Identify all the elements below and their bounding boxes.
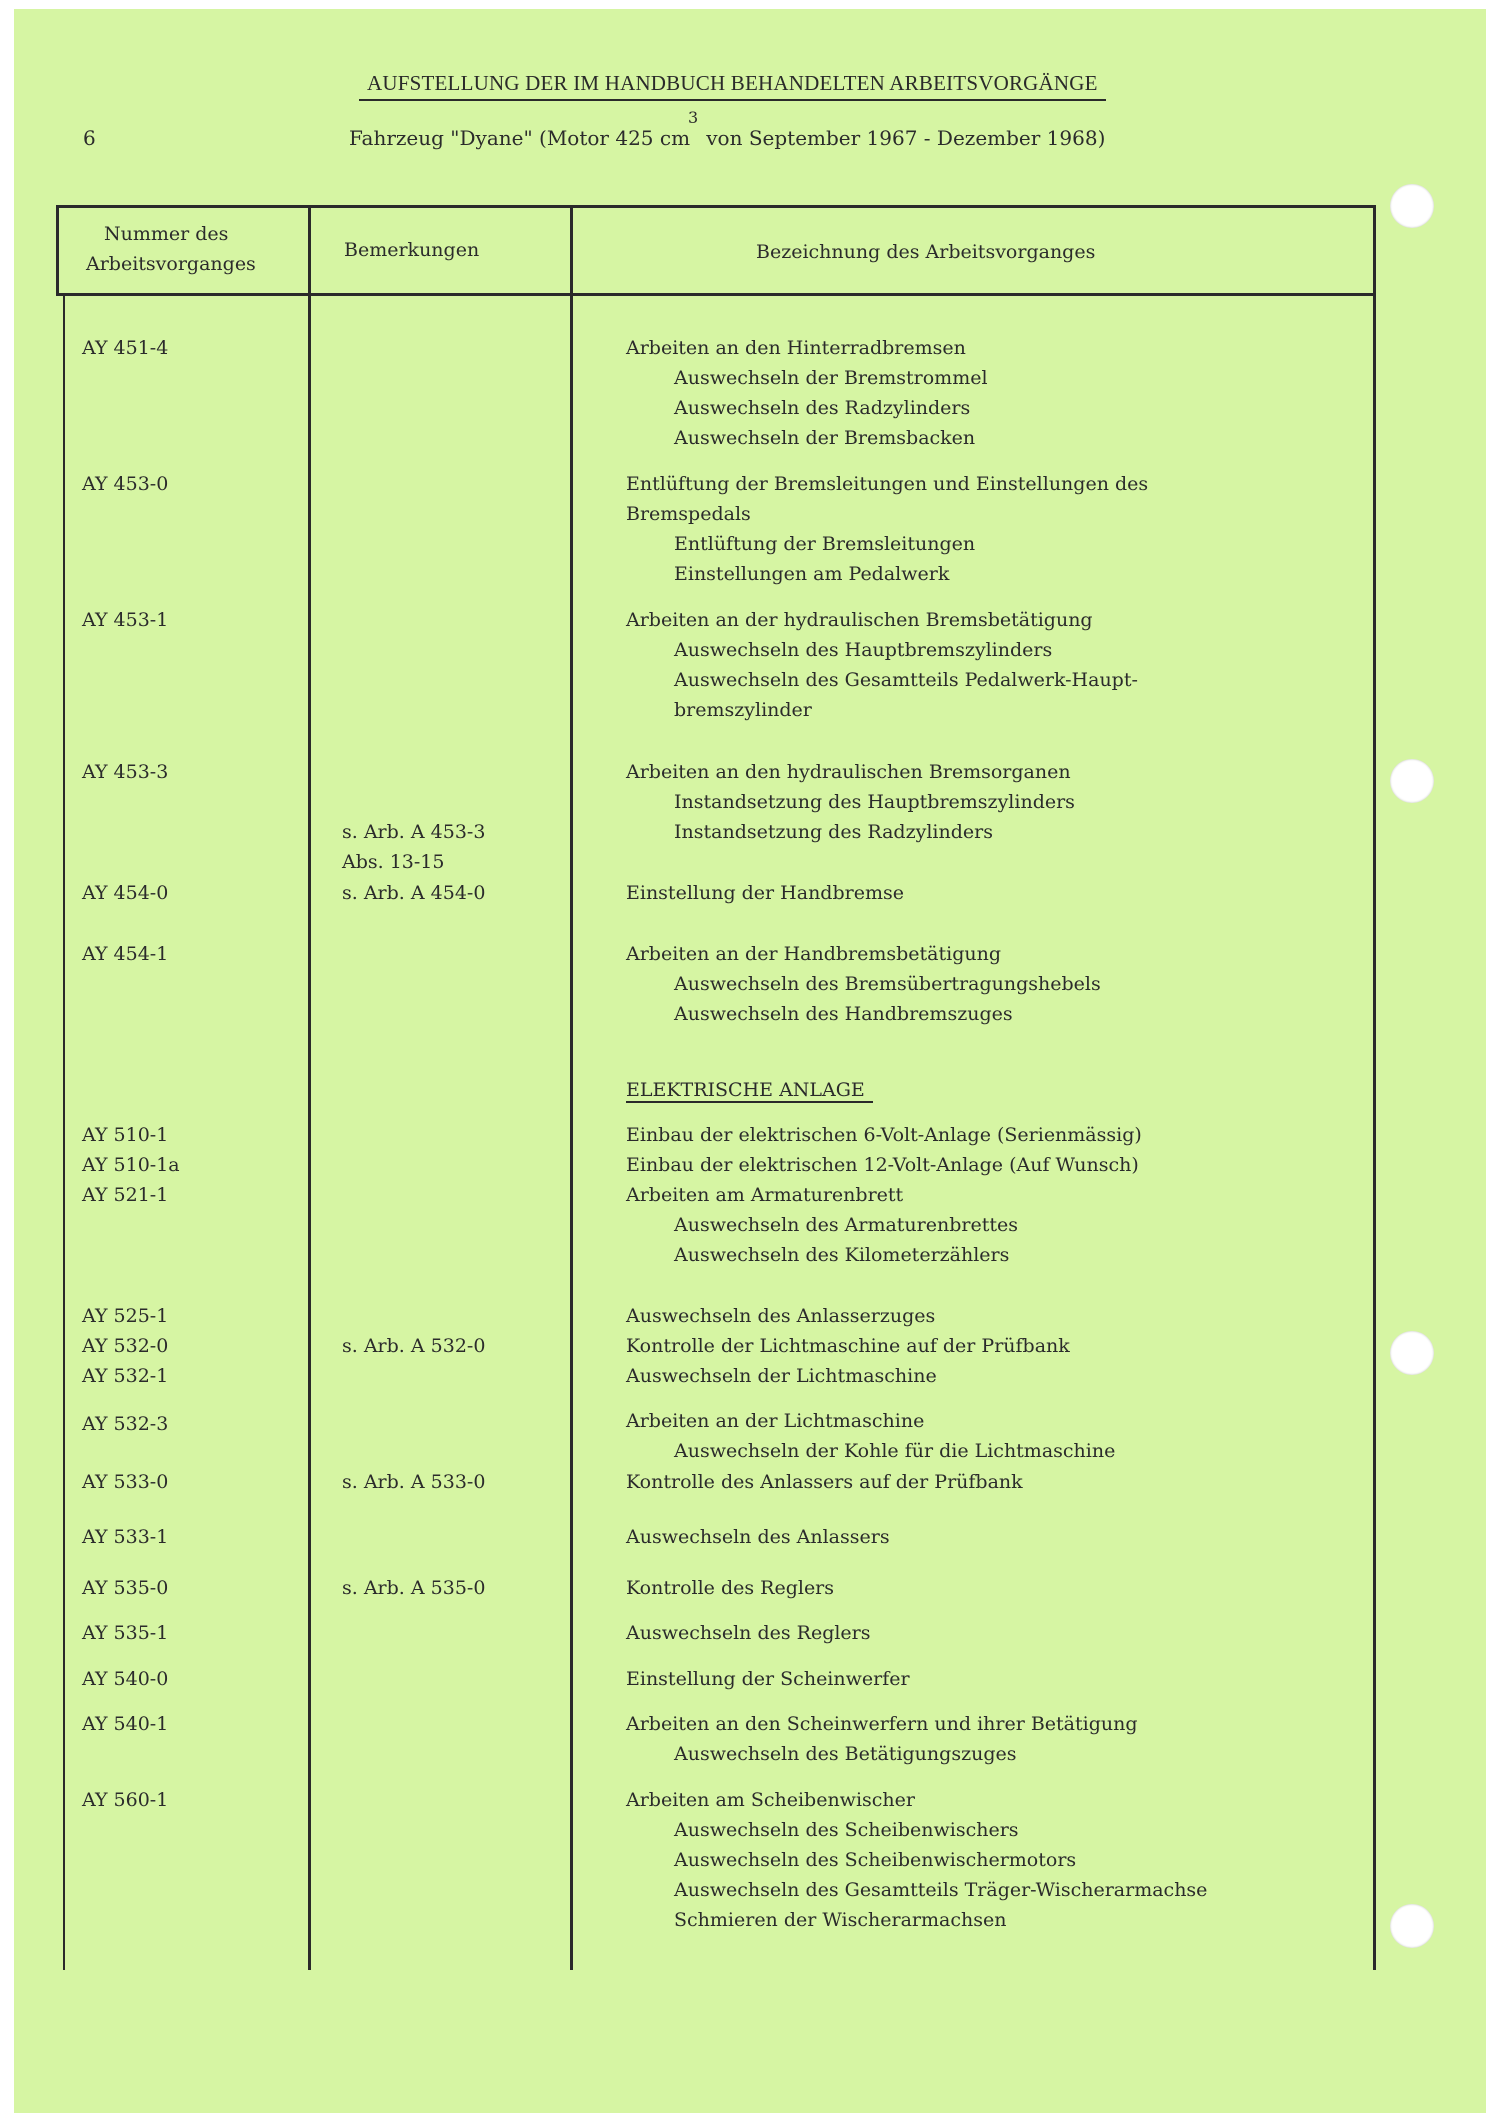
- table-left-border: [56, 205, 59, 295]
- punch-hole: [1390, 759, 1434, 803]
- description-line: Auswechseln der Bremsbacken: [674, 427, 976, 449]
- operation-number: AY 521-1: [82, 1184, 169, 1206]
- operation-remark: s. Arb. A 454-0: [342, 882, 486, 904]
- punch-hole: [1390, 1904, 1434, 1948]
- operation-number: AY 454-1: [82, 943, 169, 965]
- punch-hole: [1390, 184, 1434, 228]
- operation-description: [626, 1406, 1115, 1466]
- punch-hole: [1390, 1331, 1434, 1375]
- operation-number: AY 532-0: [82, 1335, 169, 1357]
- operation-description: Kontrolle des Reglers: [626, 1577, 835, 1599]
- operation-number: AY 510-1a: [82, 1154, 180, 1176]
- description-line: Auswechseln des Scheibenwischers: [674, 1819, 1019, 1841]
- operation-description: [626, 1709, 1138, 1769]
- description-line: Entlüftung der Bremsleitungen und Einstellungen des: [626, 473, 1149, 495]
- description-line: Auswechseln des Gesamtteils Pedalwerk-Haupt-: [674, 669, 1138, 691]
- remark-line: s. Arb. A 453-3: [342, 821, 486, 843]
- description-line: Auswechseln der Bremstrommel: [674, 367, 988, 389]
- description-line: Arbeiten an den Hinterradbremsen: [626, 337, 966, 359]
- description-line: Auswechseln des Bremsübertragungshebels: [674, 973, 1101, 995]
- description-line: Entlüftung der Bremsleitungen: [674, 533, 976, 555]
- operation-description: Kontrolle des Anlassers auf der Prüfbank: [626, 1471, 1023, 1493]
- operation-number: AY 525-1: [82, 1305, 169, 1327]
- description-line: Auswechseln der Kohle für die Lichtmaschine: [674, 1440, 1116, 1462]
- operation-description: [626, 605, 1138, 725]
- operation-description: Einbau der elektrischen 12-Volt-Anlage (Auf Wunsch): [626, 1154, 1139, 1176]
- operation-number: AY 533-1: [82, 1526, 169, 1548]
- description-line: Instandsetzung des Hauptbremszylinders: [674, 791, 1075, 813]
- operations-table: [56, 205, 1376, 1970]
- operation-number: AY 454-0: [82, 882, 169, 904]
- subtitle-text: Fahrzeug "Dyane" (Motor 425 cm: [349, 126, 691, 150]
- operation-description: Kontrolle der Lichtmaschine auf der Prüfbank: [626, 1335, 1070, 1357]
- description-line: Auswechseln des Gesamtteils Träger-Wischerarmachse: [674, 1879, 1208, 1901]
- operation-description: [626, 1785, 1207, 1935]
- column-divider: [308, 205, 311, 1970]
- operation-description: [626, 939, 1101, 1029]
- description-line: Instandsetzung des Radzylinders: [674, 821, 993, 843]
- operation-description: Einstellung der Handbremse: [626, 882, 904, 904]
- section-heading: [626, 1075, 873, 1105]
- operation-number: AY 535-0: [82, 1577, 169, 1599]
- operation-remark: s. Arb. A 535-0: [342, 1577, 486, 1599]
- operation-description: Auswechseln des Reglers: [626, 1622, 871, 1644]
- operation-remark: s. Arb. A 533-0: [342, 1471, 486, 1493]
- operation-description: Auswechseln des Anlasserzuges: [626, 1305, 936, 1327]
- operation-remark: [342, 817, 485, 877]
- description-line: Auswechseln des Hauptbremszylinders: [674, 639, 1053, 661]
- description-line: Arbeiten an der hydraulischen Bremsbetätigung: [626, 609, 1093, 631]
- operation-number: AY 532-3: [82, 1413, 169, 1435]
- document-page: [14, 9, 1486, 2113]
- operation-number: AY 453-1: [82, 609, 169, 631]
- description-line: Arbeiten am Scheibenwischer: [626, 1789, 915, 1811]
- operation-number: AY 453-3: [82, 761, 169, 783]
- description-line: Arbeiten an der Lichtmaschine: [626, 1410, 925, 1432]
- description-line: Arbeiten am Armaturenbrett: [626, 1184, 904, 1206]
- operation-number: AY 533-0: [82, 1471, 169, 1493]
- description-line: Bremspedals: [626, 503, 751, 525]
- section-title: ELEKTRISCHE ANLAGE: [626, 1079, 873, 1103]
- description-line: Auswechseln des Armaturenbrettes: [674, 1214, 1018, 1236]
- operation-number: AY 532-1: [82, 1365, 169, 1387]
- description-line: Einstellungen am Pedalwerk: [674, 563, 950, 585]
- description-line: Arbeiten an den hydraulischen Bremsorganen: [626, 761, 1071, 783]
- header-number-line2: Arbeitsvorganges: [86, 253, 256, 275]
- description-line: Schmieren der Wischerarmachsen: [674, 1909, 1007, 1931]
- description-line: Auswechseln des Betätigungszuges: [674, 1743, 1017, 1765]
- header-divider: [56, 293, 1376, 296]
- table-top-border: [56, 205, 1376, 208]
- operation-number: AY 540-0: [82, 1668, 169, 1690]
- operation-number: AY 451-4: [82, 337, 169, 359]
- page-number: 6: [83, 126, 96, 150]
- superscript-3: 3: [688, 108, 699, 127]
- operation-description: Auswechseln des Anlassers: [626, 1526, 890, 1548]
- description-line: Auswechseln des Kilometerzählers: [674, 1244, 1010, 1266]
- operation-number: AY 535-1: [82, 1622, 169, 1644]
- header-remarks: Bemerkungen: [344, 239, 480, 261]
- operation-number: AY 560-1: [82, 1789, 169, 1811]
- remark-line: Abs. 13-15: [342, 851, 445, 873]
- operation-description: [626, 469, 1148, 589]
- description-line: bremszylinder: [674, 699, 812, 721]
- operation-description: [626, 757, 1075, 847]
- operation-description: [626, 1180, 1018, 1270]
- operation-number: AY 453-0: [82, 473, 169, 495]
- operation-description: Einbau der elektrischen 6-Volt-Anlage (Serienmässig): [626, 1124, 1142, 1146]
- column-divider: [570, 205, 573, 1970]
- table-left-border: [63, 295, 65, 1970]
- description-line: Auswechseln des Scheibenwischermotors: [674, 1849, 1077, 1871]
- header-number: [86, 219, 256, 279]
- description-line: Arbeiten an den Scheinwerfern und ihrer Betätigung: [626, 1713, 1138, 1735]
- operation-number: AY 510-1: [82, 1124, 169, 1146]
- subtitle-text-end: von September 1967 - Dezember 1968): [706, 126, 1106, 150]
- operation-description: Auswechseln der Lichtmaschine: [626, 1365, 937, 1387]
- header-description: Bezeichnung des Arbeitsvorganges: [756, 241, 1096, 263]
- operation-number: AY 540-1: [82, 1713, 169, 1735]
- operation-description: Einstellung der Scheinwerfer: [626, 1668, 910, 1690]
- header-number-line1: Nummer des: [104, 223, 229, 245]
- operation-remark: s. Arb. A 532-0: [342, 1335, 486, 1357]
- table-right-border: [1373, 205, 1376, 1970]
- document-subtitle: [349, 108, 1106, 150]
- description-line: Auswechseln des Radzylinders: [674, 397, 971, 419]
- operation-description: [626, 333, 988, 453]
- document-title: AUFSTELLUNG DER IM HANDBUCH BEHANDELTEN ARBEITSVORGÄNGE: [359, 71, 1106, 101]
- description-line: Arbeiten an der Handbremsbetätigung: [626, 943, 1002, 965]
- description-line: Auswechseln des Handbremszuges: [674, 1003, 1013, 1025]
